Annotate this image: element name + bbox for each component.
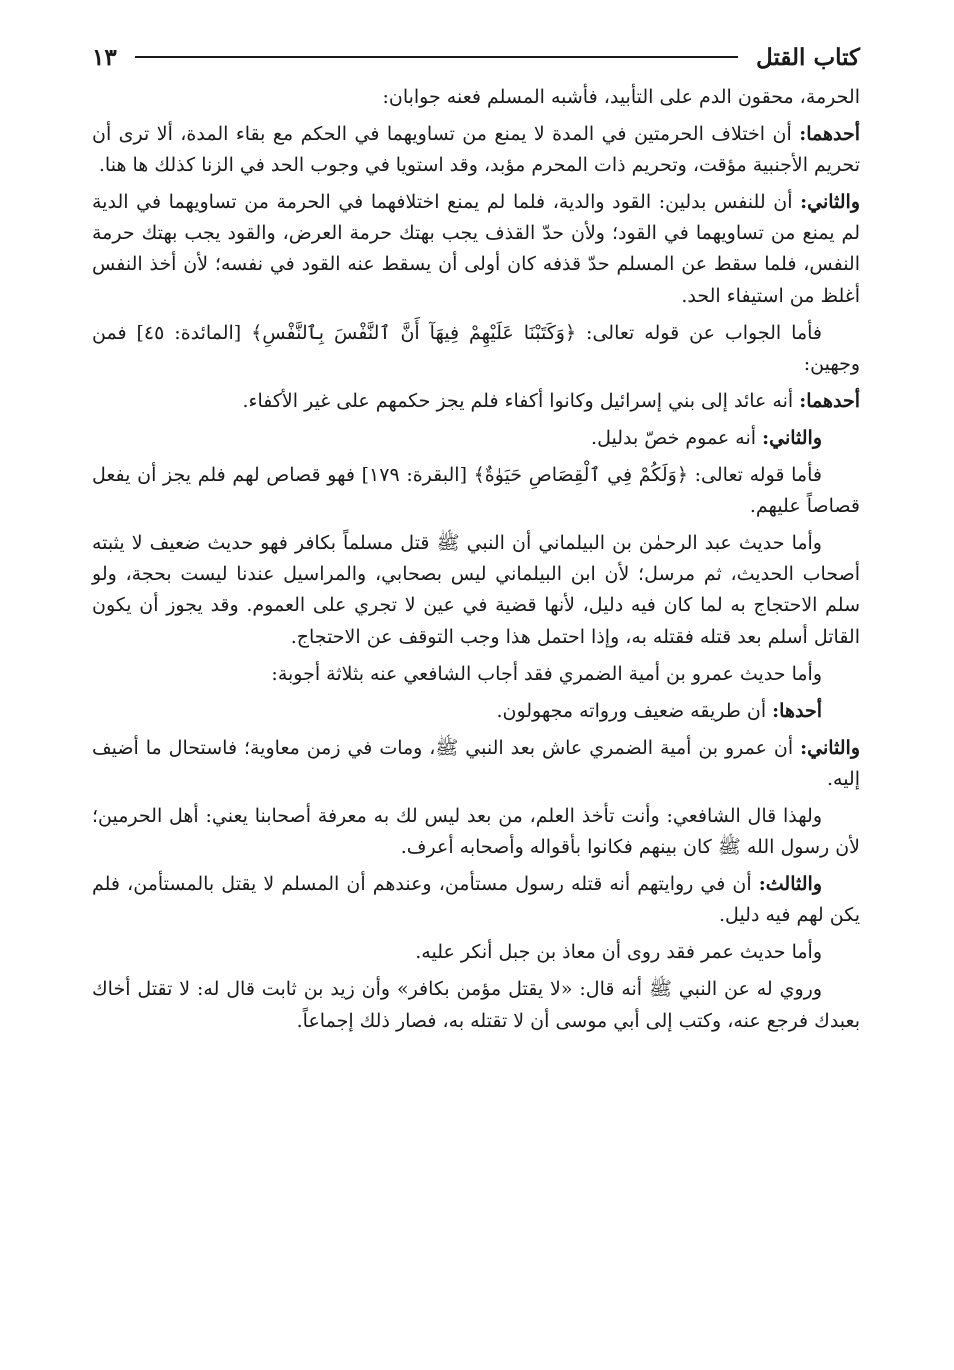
paragraph bbox=[92, 937, 860, 968]
paragraph bbox=[92, 659, 860, 690]
paragraph bbox=[92, 801, 860, 863]
paragraph-text: الحرمة، محقون الدم على التأبيد، فأشبه المسلم فعنه جوابان: bbox=[382, 86, 860, 108]
paragraph bbox=[92, 733, 860, 795]
page-body bbox=[92, 82, 860, 1037]
paragraph-text: أنه عائد إلى بني إسرائيل وكانوا أكفاء فلم يجز حكمهم على غير الأكفاء. bbox=[242, 389, 800, 412]
paragraph bbox=[92, 423, 860, 454]
paragraph-lead: والثاني: bbox=[800, 736, 860, 759]
paragraph-text: فأما الجواب عن قوله تعالى: ﴿وَكَتَبْنَا عَلَيْهِمْ فِيهَآ أَنَّ ٱلنَّفْسَ بِٱلنَّفْسِ﴾ [المائدة: ٤٥] فمن وجهين: bbox=[92, 321, 860, 375]
paragraph-text: أن للنفس بدلين: القود والدية، فلما لم يمنع اختلافهما في الحرمة من تساويهما في الدية لم يمنع من تساويهما في القود؛ ولأن حدّ القذف يجب بهتك حرمة العرض، والقود يجب بهتك حرمة النفس، فلما سقط عن المسلم حدّ قذفه كان أولى أن يسقط عنه القود في نفسه؛ لأن أخذ النفس أغلظ من استيفاء الحد. bbox=[92, 191, 860, 307]
paragraph bbox=[92, 82, 860, 113]
chapter-title: كتاب القتل bbox=[756, 43, 860, 71]
paragraph bbox=[92, 187, 860, 311]
paragraph bbox=[92, 119, 860, 181]
paragraph-text: ولهذا قال الشافعي: وأنت تأخذ العلم، من بعد ليس لك به معرفة أصحابنا يعني: أهل الحرمين؛ لأن رسول الله ﷺ كان بينهم فكانوا بأقواله وأصحابه أعرف. bbox=[92, 804, 860, 859]
paragraph-text: وأما حديث عمرو بن أمية الضمري فقد أجاب الشافعي عنه بثلاثة أجوبة: bbox=[271, 662, 822, 685]
paragraph bbox=[92, 386, 860, 417]
paragraph bbox=[92, 696, 860, 727]
paragraph bbox=[92, 869, 860, 931]
paragraph bbox=[92, 460, 860, 522]
paragraph-text: أنه عموم خصّ بدليل. bbox=[591, 426, 763, 449]
paragraph-text: أن طريقه ضعيف ورواته مجهولون. bbox=[496, 699, 773, 722]
header-rule bbox=[135, 56, 738, 58]
paragraph-lead: أحدهما: bbox=[799, 389, 860, 412]
paragraph-lead: أحدهما: bbox=[799, 123, 860, 146]
paragraph-text: أن عمرو بن أمية الضمري عاش بعد النبي ﷺ، ومات في زمن معاوية؛ فاستحال ما أضيف إليه. bbox=[92, 736, 860, 790]
paragraph-lead: والثاني: bbox=[800, 191, 860, 214]
paragraph-lead: أحدها: bbox=[772, 699, 822, 722]
paragraph bbox=[92, 528, 860, 652]
paragraph-text: فأما قوله تعالى: ﴿وَلَكُمْ فِي ٱلْقِصَاصِ حَيَوٰةٌ﴾ [البقرة: ١٧٩] فهو قصاص لهم فلم يجز أن يفعل قصاصاً عليهم. bbox=[92, 464, 860, 518]
paragraph bbox=[92, 318, 860, 380]
paragraph bbox=[92, 974, 860, 1036]
page-header bbox=[92, 32, 860, 82]
paragraph-lead: والثاني: bbox=[762, 426, 822, 449]
paragraph-text: أن في روايتهم أنه قتله رسول مستأمن، وعندهم أن المسلم لا يقتل بالمستأمن، فلم يكن لهم فيه دليل. bbox=[92, 873, 860, 927]
paragraph-text: وأما حديث عبد الرحمٰن بن البيلماني أن النبي ﷺ قتل مسلماً بكافر فهو حديث ضعيف لا يثبته أصحاب الحديث، ثم مرسل؛ لأن ابن البيلماني ليس بصحابي، والمراسيل عندنا ليست بحجة، ولو سلم الاحتجاج به لما كان فيه دليل، لأنها قضية في عين لا تجري على العموم. وقد يجوز أن يكون القاتل أسلم بعد قتله فقتله به، وإذا احتمل هذا وجب التوقف عن الاحتجاج. bbox=[92, 532, 860, 648]
paragraph-lead: والثالث: bbox=[758, 873, 822, 896]
paragraph-text: أن اختلاف الحرمتين في المدة لا يمنع من تساويهما في الحكم مع بقاء المدة، ألا ترى أن تحريم الأجنبية مؤقت، وتحريم ذات المحرم مؤبد، وقد استويا في وجوب الحد في الزنا كذلك ها هنا. bbox=[92, 123, 860, 177]
page bbox=[92, 32, 860, 1370]
paragraph-text: وروي له عن النبي ﷺ أنه قال: «لا يقتل مؤمن بكافر» وأن زيد بن ثابت قال له: لا تقتل أخاك بعبدك فرجع عنه، وكتب إلى أبي موسى أن لا تقتله به، فصار ذلك إجماعاً. bbox=[92, 978, 860, 1032]
page-number: ١٣ bbox=[92, 43, 117, 71]
paragraph-text: وأما حديث عمر فقد روى أن معاذ بن جبل أنكر عليه. bbox=[415, 941, 822, 964]
